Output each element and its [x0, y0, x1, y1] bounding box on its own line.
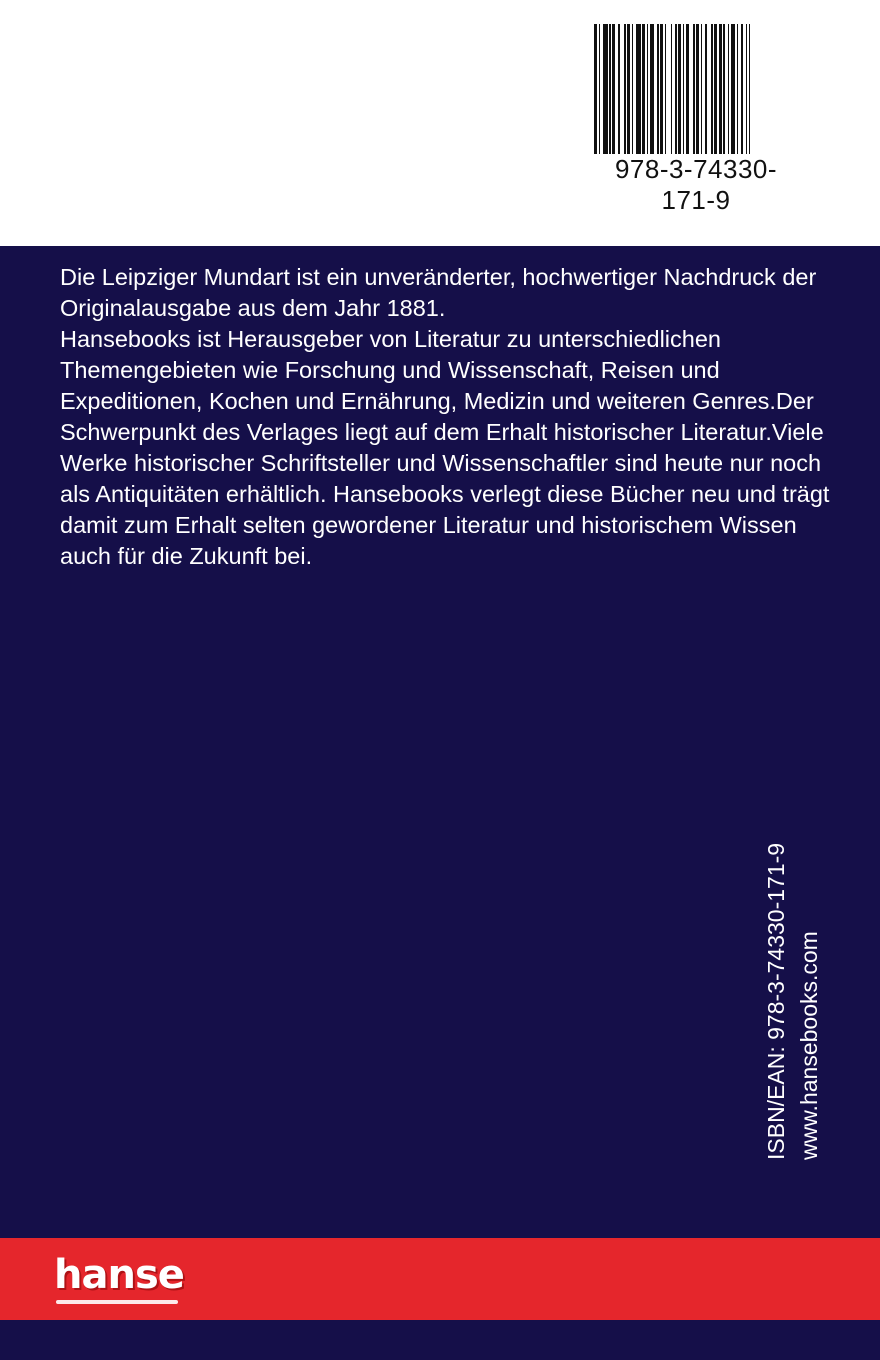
bottom-navy-strip — [0, 1320, 880, 1360]
barcode — [590, 22, 802, 215]
website-line: www.hansebooks.com — [796, 931, 822, 1160]
description-paragraph-1: Die Leipziger Mundart ist ein unveränderter, hochwertiger Nachdruck der Originalausgabe aus dem Jahr 1881. — [60, 264, 817, 321]
top-white-area — [0, 0, 880, 246]
barcode-number: 978-3-74330-171-9 — [614, 154, 778, 215]
hanse-logo: hanse — [54, 1252, 184, 1298]
barcode-bar — [750, 24, 753, 154]
description-paragraph-2: Hansebooks ist Herausgeber von Literatur zu unterschiedlichen Themengebieten wie Forschung und Wissenschaft, Reisen und Expeditionen, Kochen und Ernährung, Medizin und weiteren Genres.Der Schwerpunkt des Verlages liegt auf dem Erhalt historischer Literatur.Viele Werke historischer Schriftsteller und Wissenschaftler sind heute nur noch als Antiquitäten erhältlich. Hansebooks verlegt diese Bücher neu und trägt damit zum Erhalt selten gewordener Literatur und historischem Wissen auch für die Zukunft bei. — [60, 326, 830, 569]
logo-underline — [56, 1300, 178, 1304]
book-description — [60, 262, 830, 572]
spine-info — [760, 843, 826, 1160]
isbn-line: ISBN/EAN: 978-3-74330-171-9 — [763, 842, 789, 1160]
barcode-bars — [594, 24, 800, 154]
